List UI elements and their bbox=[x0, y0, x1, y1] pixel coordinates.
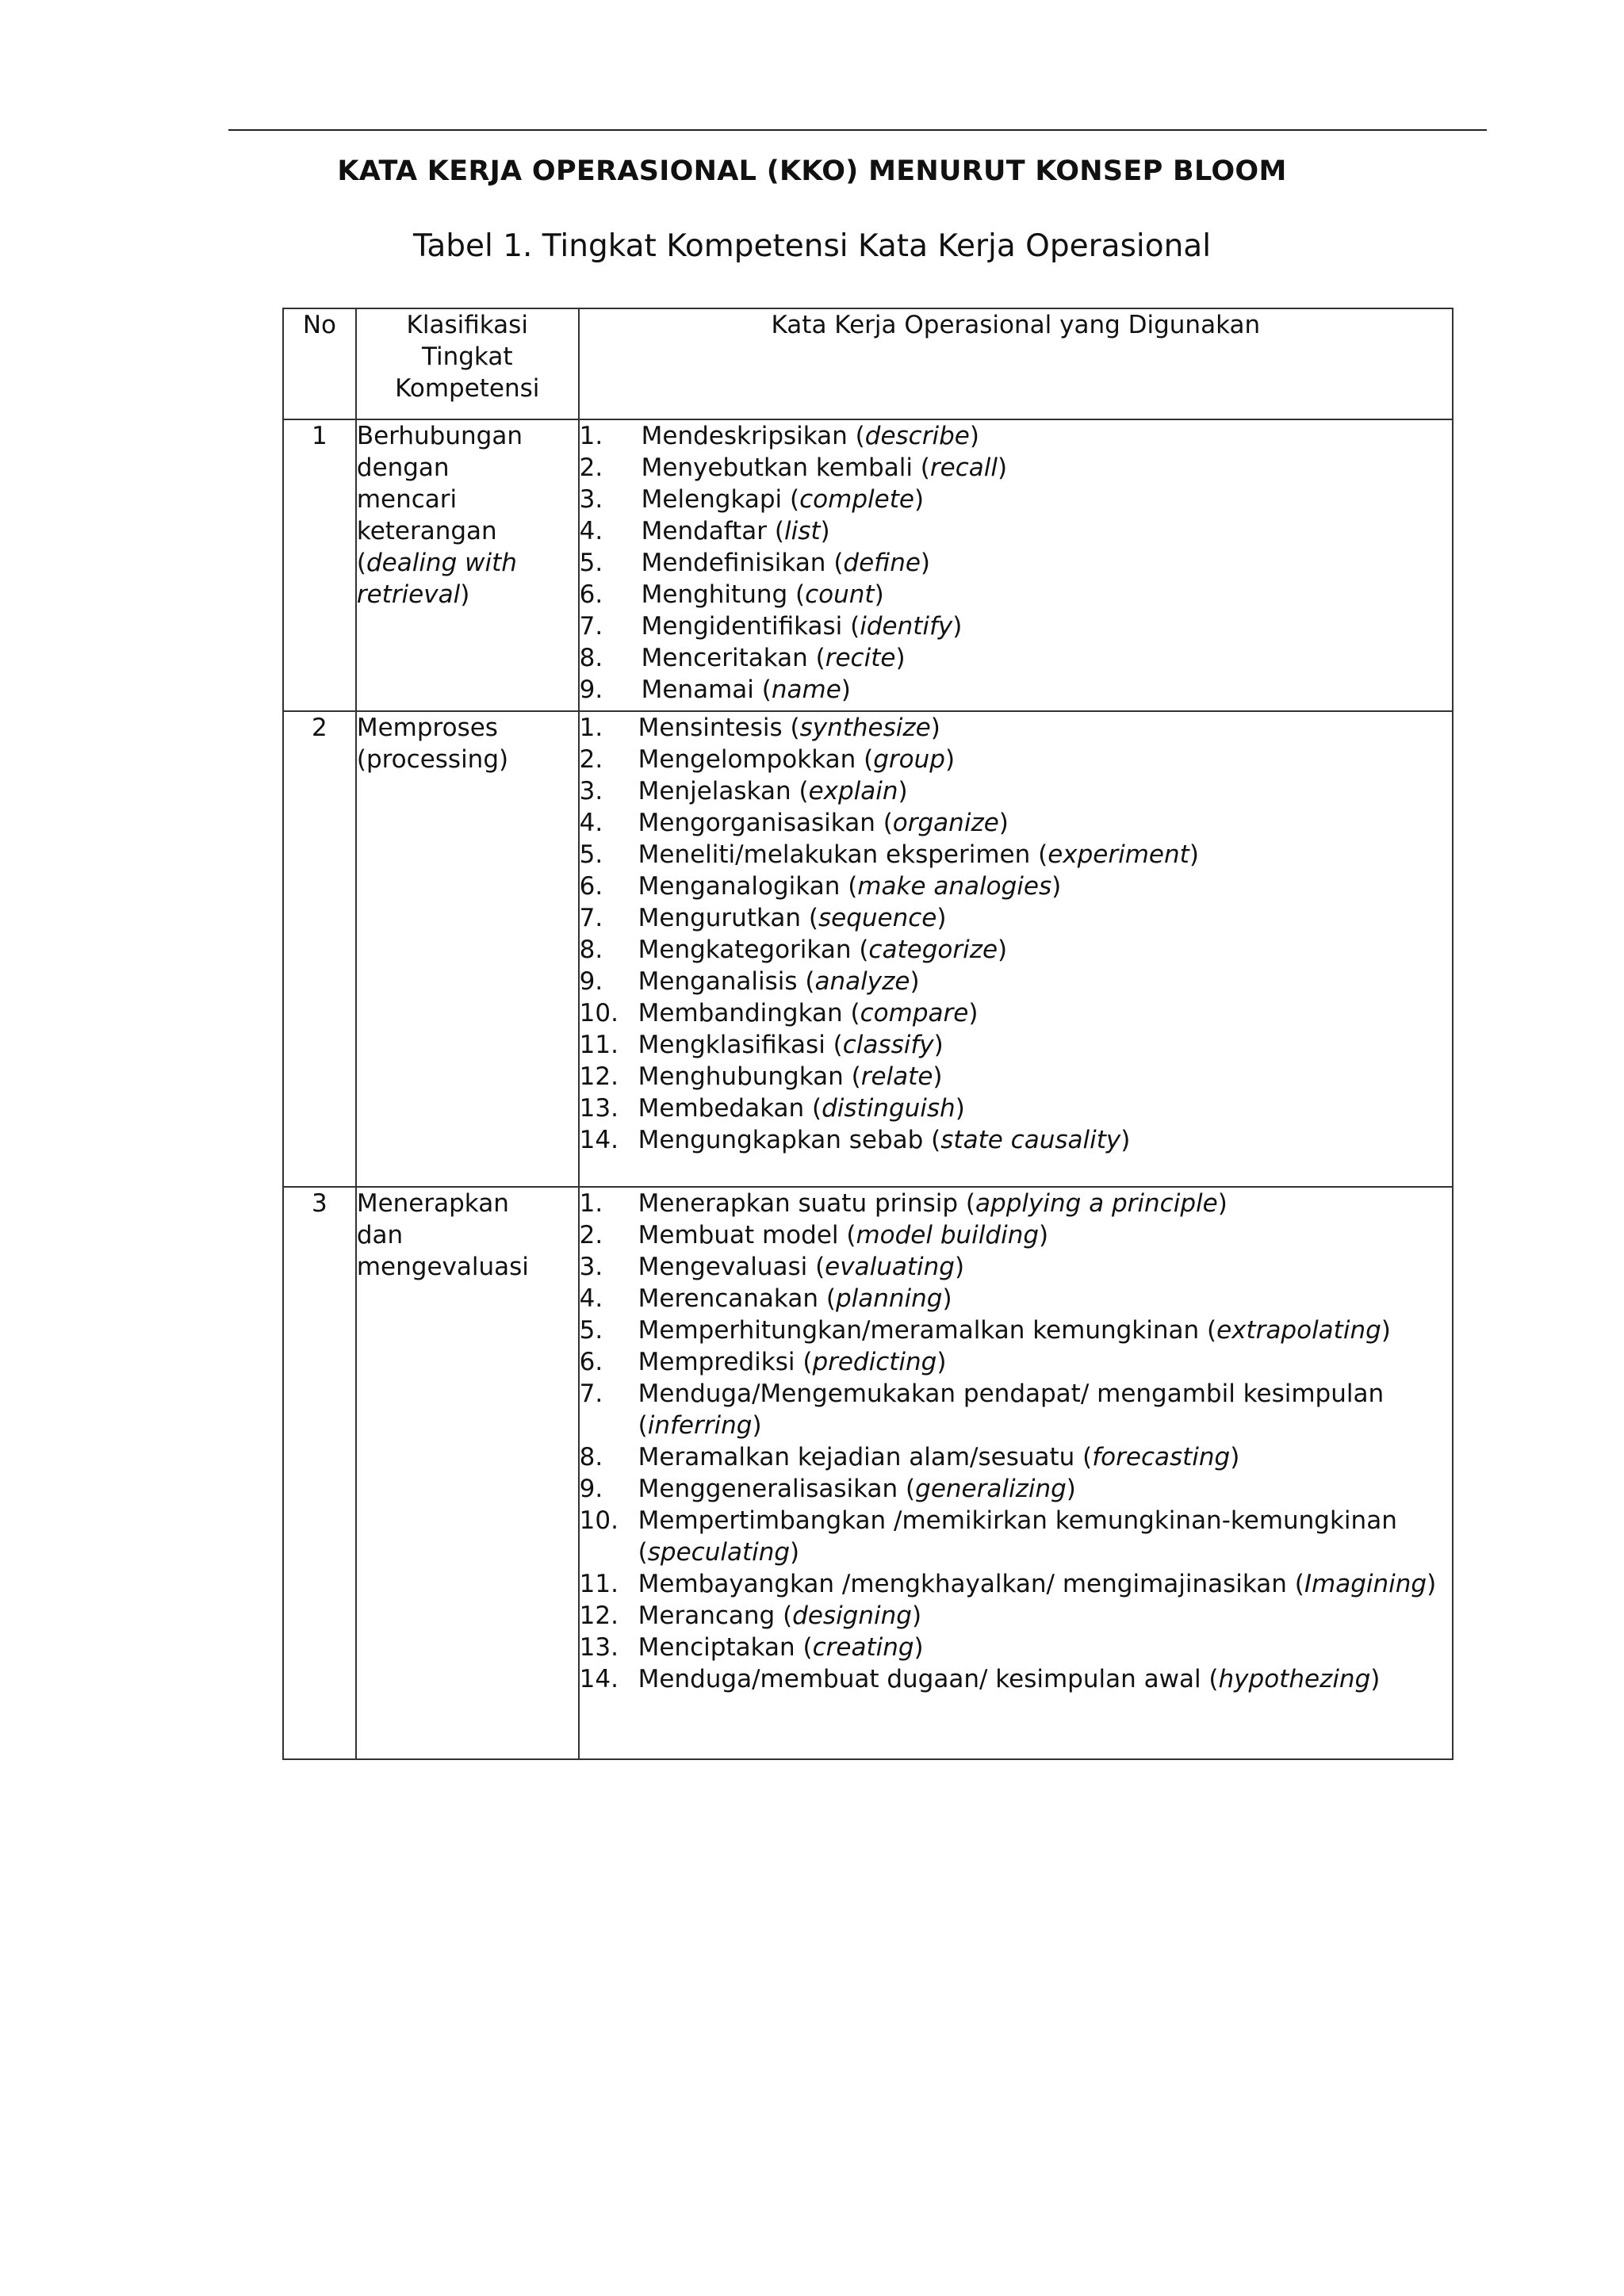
item-text bbox=[638, 1600, 1452, 1632]
classification-line bbox=[357, 1251, 578, 1283]
verb-english: applying a principle bbox=[975, 1189, 1218, 1218]
item-number: 2. bbox=[579, 745, 603, 774]
list-item bbox=[580, 515, 1452, 547]
item-text bbox=[638, 1378, 1452, 1441]
verb-close-paren: ) bbox=[942, 1284, 952, 1313]
verb-indonesian: Mensintesis ( bbox=[638, 714, 800, 742]
verb-indonesian: Mengkategorikan ( bbox=[638, 936, 869, 964]
verb-close-paren: ) bbox=[898, 777, 908, 806]
item-text bbox=[638, 1188, 1452, 1219]
verb-close-paren: ) bbox=[1066, 1475, 1076, 1503]
item-number: 7. bbox=[579, 1380, 603, 1408]
item-number: 3. bbox=[579, 777, 603, 806]
list-item bbox=[580, 484, 1452, 515]
verb-indonesian: Menjelaskan ( bbox=[638, 777, 809, 806]
item-number: 14. bbox=[579, 1665, 619, 1693]
item-text bbox=[638, 1314, 1452, 1346]
verb-indonesian: Menganalisis ( bbox=[638, 967, 815, 996]
verb-indonesian: Meneliti/melakukan eksperimen ( bbox=[638, 840, 1048, 869]
item-text bbox=[642, 515, 1452, 547]
list-item bbox=[580, 1568, 1452, 1600]
item-number: 9. bbox=[579, 1475, 603, 1503]
header-klasifikasi-line: Klasifikasi bbox=[406, 311, 528, 339]
verb-close-paren: ) bbox=[1120, 1126, 1131, 1154]
item-text bbox=[642, 452, 1452, 484]
item-text bbox=[638, 997, 1452, 1029]
item-number: 7. bbox=[579, 904, 603, 932]
classification-text: Menerapkan bbox=[356, 1189, 509, 1218]
verb-indonesian: Menggeneralisasikan ( bbox=[638, 1475, 916, 1503]
verb-close-paren: ) bbox=[752, 1411, 762, 1440]
header-klasifikasi-line: Kompetensi bbox=[395, 374, 540, 403]
verb-english: group bbox=[873, 745, 945, 774]
verb-indonesian: Membuat model ( bbox=[638, 1221, 856, 1249]
verb-indonesian: Mengorganisasikan ( bbox=[638, 809, 893, 837]
item-number: 10. bbox=[579, 999, 619, 1027]
verb-english: explain bbox=[808, 777, 898, 806]
row-number: 3 bbox=[283, 1187, 356, 1759]
item-text bbox=[638, 744, 1452, 775]
item-text bbox=[642, 547, 1452, 579]
item-number: 4. bbox=[579, 517, 603, 545]
list-item bbox=[580, 966, 1452, 997]
verb-english: sequence bbox=[818, 904, 937, 932]
item-text bbox=[638, 1568, 1452, 1600]
verb-indonesian: Menduga/Mengemukakan pendapat/ mengambil kesimpulan ( bbox=[638, 1380, 1385, 1440]
verb-indonesian: Menduga/membuat dugaan/ kesimpulan awal ( bbox=[638, 1665, 1219, 1693]
item-text bbox=[642, 610, 1452, 642]
header-no: No bbox=[283, 308, 356, 419]
verb-close-paren: ) bbox=[1370, 1665, 1381, 1693]
item-number: 8. bbox=[579, 936, 603, 964]
list-item bbox=[580, 1124, 1452, 1156]
item-number: 3. bbox=[579, 485, 603, 514]
list-item bbox=[580, 744, 1452, 775]
verb-close-paren: ) bbox=[968, 999, 979, 1027]
header-klasifikasi-line: Tingkat bbox=[422, 342, 513, 371]
item-text bbox=[638, 1283, 1452, 1314]
verb-english: experiment bbox=[1048, 840, 1189, 869]
list-item bbox=[580, 1663, 1452, 1695]
verb-close-paren: ) bbox=[820, 517, 830, 545]
verb-indonesian: Merancang ( bbox=[638, 1601, 793, 1630]
item-number: 12. bbox=[579, 1062, 619, 1091]
item-text bbox=[642, 674, 1452, 706]
item-text bbox=[642, 579, 1452, 610]
verb-english: Imagining bbox=[1304, 1570, 1427, 1598]
verb-english: creating bbox=[812, 1633, 914, 1662]
verb-indonesian: Membandingkan ( bbox=[638, 999, 860, 1027]
verb-close-paren: ) bbox=[874, 580, 884, 609]
list-item bbox=[580, 1219, 1452, 1251]
list-item bbox=[580, 642, 1452, 674]
verb-close-paren: ) bbox=[955, 1094, 965, 1123]
verb-close-paren: ) bbox=[998, 936, 1008, 964]
item-text bbox=[642, 642, 1452, 674]
verb-close-paren: ) bbox=[910, 967, 920, 996]
item-number: 9. bbox=[579, 967, 603, 996]
verb-indonesian: Menceritakan ( bbox=[641, 644, 825, 672]
classification-line bbox=[357, 579, 578, 610]
table-caption: Tabel 1. Tingkat Kompetensi Kata Kerja Operasional bbox=[412, 228, 1212, 264]
operational-verb-list bbox=[579, 711, 1453, 1187]
verb-english: state causality bbox=[940, 1126, 1121, 1154]
item-number: 3. bbox=[579, 1253, 603, 1281]
table-body bbox=[283, 419, 1453, 1759]
verb-close-paren: ) bbox=[933, 1062, 943, 1091]
classification-text: dengan bbox=[356, 453, 450, 482]
classification-english-term: retrieval bbox=[356, 580, 461, 609]
verb-close-paren: ) bbox=[914, 1633, 924, 1662]
verb-english: hypothezing bbox=[1218, 1665, 1371, 1693]
item-text bbox=[638, 934, 1452, 966]
list-item bbox=[580, 807, 1452, 839]
item-number: 11. bbox=[579, 1570, 619, 1598]
list-item bbox=[580, 1314, 1452, 1346]
item-text bbox=[638, 1219, 1452, 1251]
verb-english: classify bbox=[842, 1031, 934, 1059]
classification-text: Memproses bbox=[356, 714, 498, 742]
verb-indonesian: Mengurutkan ( bbox=[638, 904, 818, 932]
list-item bbox=[580, 1029, 1452, 1061]
table-row bbox=[283, 1187, 1453, 1759]
classification-line bbox=[357, 420, 578, 452]
verb-indonesian: Melengkapi ( bbox=[641, 485, 800, 514]
item-text bbox=[638, 871, 1452, 902]
list-item bbox=[580, 775, 1452, 807]
verb-close-paren: ) bbox=[936, 904, 947, 932]
verb-english: list bbox=[784, 517, 821, 545]
list-item bbox=[580, 1441, 1452, 1473]
verb-indonesian: Memperhitungkan/meramalkan kemungkinan ( bbox=[638, 1316, 1217, 1345]
competency-classification bbox=[356, 711, 579, 1187]
item-text bbox=[642, 420, 1452, 452]
item-number: 8. bbox=[579, 644, 603, 672]
verb-indonesian: Merencanakan ( bbox=[638, 1284, 836, 1313]
classification-text: dan bbox=[356, 1221, 404, 1249]
verb-english: inferring bbox=[647, 1411, 753, 1440]
classification-line bbox=[357, 1188, 578, 1219]
list-item bbox=[580, 1378, 1452, 1441]
item-text bbox=[638, 1124, 1452, 1156]
classification-text: (processing) bbox=[356, 745, 509, 774]
item-text bbox=[638, 1473, 1452, 1505]
verb-english: forecasting bbox=[1092, 1443, 1231, 1471]
competency-classification bbox=[356, 419, 579, 711]
item-text bbox=[638, 807, 1452, 839]
verb-english: define bbox=[843, 549, 921, 577]
list-item bbox=[580, 997, 1452, 1029]
verb-indonesian: Membedakan ( bbox=[638, 1094, 822, 1123]
verb-english: model building bbox=[856, 1221, 1040, 1249]
verb-indonesian: Mendeskripsikan ( bbox=[641, 422, 865, 450]
verb-english: compare bbox=[860, 999, 969, 1027]
item-number: 13. bbox=[579, 1633, 619, 1662]
list-item bbox=[580, 934, 1452, 966]
verb-indonesian: Menyebutkan kembali ( bbox=[641, 453, 930, 482]
verb-english: identify bbox=[860, 612, 953, 641]
item-number: 4. bbox=[579, 1284, 603, 1313]
verb-english: generalizing bbox=[915, 1475, 1067, 1503]
item-number: 9. bbox=[579, 675, 603, 704]
item-number: 6. bbox=[579, 580, 603, 609]
verb-close-paren: ) bbox=[969, 422, 979, 450]
verb-indonesian: Mengklasifikasi ( bbox=[638, 1031, 843, 1059]
classification-text: mencari bbox=[356, 485, 458, 514]
verb-indonesian: Menciptakan ( bbox=[638, 1633, 813, 1662]
verb-english: speculating bbox=[647, 1538, 791, 1567]
item-text bbox=[638, 1663, 1452, 1695]
item-number: 5. bbox=[579, 1316, 603, 1345]
item-text bbox=[638, 1346, 1452, 1378]
list-item bbox=[580, 1600, 1452, 1632]
classification-line bbox=[357, 452, 578, 484]
list-item bbox=[580, 712, 1452, 744]
item-text bbox=[638, 775, 1452, 807]
verb-indonesian: Mengungkapkan sebab ( bbox=[638, 1126, 941, 1154]
verb-close-paren: ) bbox=[1427, 1570, 1437, 1598]
item-text bbox=[638, 1441, 1452, 1473]
verb-close-paren: ) bbox=[952, 612, 963, 641]
verb-english: organize bbox=[892, 809, 999, 837]
verb-english: planning bbox=[835, 1284, 943, 1313]
verb-english: extrapolating bbox=[1216, 1316, 1381, 1345]
item-number: 2. bbox=[579, 453, 603, 482]
item-text bbox=[638, 902, 1452, 934]
item-number: 11. bbox=[579, 1031, 619, 1059]
verb-english: recite bbox=[825, 644, 896, 672]
verb-close-paren: ) bbox=[920, 549, 931, 577]
item-number: 2. bbox=[579, 1221, 603, 1249]
table-header-row bbox=[283, 308, 1453, 419]
classification-text: ) bbox=[460, 580, 470, 609]
item-text bbox=[638, 712, 1452, 744]
verb-english: evaluating bbox=[825, 1253, 955, 1281]
verb-indonesian: Menghitung ( bbox=[641, 580, 806, 609]
item-text bbox=[642, 484, 1452, 515]
classification-line bbox=[357, 744, 578, 775]
competency-classification bbox=[356, 1187, 579, 1759]
item-text bbox=[638, 1061, 1452, 1093]
classification-line bbox=[357, 515, 578, 547]
verb-english: relate bbox=[860, 1062, 933, 1091]
verb-close-paren: ) bbox=[954, 1253, 965, 1281]
item-text bbox=[638, 1093, 1452, 1124]
item-text bbox=[638, 839, 1452, 871]
verb-indonesian: Memprediksi ( bbox=[638, 1348, 813, 1376]
verb-close-paren: ) bbox=[998, 809, 1009, 837]
header-kko: Kata Kerja Operasional yang Digunakan bbox=[579, 308, 1453, 419]
verb-close-paren: ) bbox=[1217, 1189, 1228, 1218]
item-text bbox=[638, 1251, 1452, 1283]
classification-line bbox=[357, 484, 578, 515]
classification-line bbox=[357, 1219, 578, 1251]
item-text bbox=[638, 1029, 1452, 1061]
item-number: 1. bbox=[579, 1189, 603, 1218]
header-klasifikasi bbox=[356, 308, 579, 419]
item-number: 6. bbox=[579, 1348, 603, 1376]
verb-close-paren: ) bbox=[936, 1348, 947, 1376]
verb-close-paren: ) bbox=[930, 714, 940, 742]
verb-english: distinguish bbox=[822, 1094, 956, 1123]
verb-english: complete bbox=[799, 485, 914, 514]
kko-table bbox=[282, 308, 1454, 1760]
verb-close-paren: ) bbox=[914, 485, 925, 514]
verb-indonesian: Menganalogikan ( bbox=[638, 872, 858, 901]
list-item bbox=[580, 674, 1452, 706]
verb-close-paren: ) bbox=[1051, 872, 1062, 901]
row-number: 2 bbox=[283, 711, 356, 1187]
operational-verb-list bbox=[579, 419, 1453, 711]
list-item bbox=[580, 839, 1452, 871]
list-item bbox=[580, 871, 1452, 902]
list-item bbox=[580, 1093, 1452, 1124]
verb-english: make analogies bbox=[857, 872, 1052, 901]
item-number: 4. bbox=[579, 809, 603, 837]
verb-indonesian: Menerapkan suatu prinsip ( bbox=[638, 1189, 976, 1218]
verb-english: synthesize bbox=[799, 714, 931, 742]
verb-close-paren: ) bbox=[911, 1601, 922, 1630]
verb-close-paren: ) bbox=[841, 675, 851, 704]
operational-verb-list bbox=[579, 1187, 1453, 1759]
list-item bbox=[580, 1061, 1452, 1093]
verb-indonesian: Mengelompokkan ( bbox=[638, 745, 874, 774]
item-text bbox=[638, 1632, 1452, 1663]
item-text bbox=[638, 966, 1452, 997]
verb-indonesian: Mendaftar ( bbox=[641, 517, 784, 545]
list-item bbox=[580, 610, 1452, 642]
item-number: 5. bbox=[579, 840, 603, 869]
item-number: 8. bbox=[579, 1443, 603, 1471]
classification-text: mengevaluasi bbox=[356, 1253, 529, 1281]
list-item bbox=[580, 1632, 1452, 1663]
verb-close-paren: ) bbox=[944, 745, 956, 774]
item-number: 1. bbox=[579, 422, 603, 450]
verb-indonesian: Mengidentifikasi ( bbox=[641, 612, 860, 641]
document-title: KATA KERJA OPERASIONAL (KKO) MENURUT KONSEP BLOOM bbox=[337, 155, 1287, 187]
classification-line bbox=[357, 547, 578, 579]
verb-english: describe bbox=[864, 422, 970, 450]
item-number: 14. bbox=[579, 1126, 619, 1154]
item-number: 5. bbox=[579, 549, 603, 577]
row-number: 1 bbox=[283, 419, 356, 711]
verb-close-paren: ) bbox=[1189, 840, 1199, 869]
item-number: 10. bbox=[579, 1506, 619, 1535]
verb-indonesian: Menghubungkan ( bbox=[638, 1062, 861, 1091]
verb-indonesian: Menamai ( bbox=[641, 675, 772, 704]
verb-close-paren: ) bbox=[1381, 1316, 1391, 1345]
verb-english: categorize bbox=[868, 936, 998, 964]
list-item bbox=[580, 1283, 1452, 1314]
list-item bbox=[580, 1251, 1452, 1283]
classification-text: keterangan bbox=[356, 517, 497, 545]
item-number: 12. bbox=[579, 1601, 619, 1630]
verb-close-paren: ) bbox=[933, 1031, 944, 1059]
verb-indonesian: Mempertimbangkan /memikirkan kemungkinan-kemungkinan ( bbox=[638, 1506, 1397, 1567]
list-item bbox=[580, 1188, 1452, 1219]
top-rule bbox=[228, 129, 1487, 131]
verb-indonesian: Mendefinisikan ( bbox=[641, 549, 844, 577]
list-item bbox=[580, 1346, 1452, 1378]
table-row bbox=[283, 711, 1453, 1187]
item-number: 13. bbox=[579, 1094, 619, 1123]
classification-text: Berhubungan bbox=[356, 422, 523, 450]
table-row bbox=[283, 419, 1453, 711]
verb-close-paren: ) bbox=[997, 453, 1008, 482]
item-number: 6. bbox=[579, 872, 603, 901]
list-item bbox=[580, 902, 1452, 934]
verb-close-paren: ) bbox=[895, 644, 906, 672]
list-item bbox=[580, 1473, 1452, 1505]
verb-close-paren: ) bbox=[1039, 1221, 1049, 1249]
classification-text: ( bbox=[356, 549, 366, 577]
item-number: 1. bbox=[579, 714, 603, 742]
list-item bbox=[580, 547, 1452, 579]
classification-line bbox=[357, 712, 578, 744]
verb-english: predicting bbox=[812, 1348, 937, 1376]
list-item bbox=[580, 452, 1452, 484]
verb-english: count bbox=[805, 580, 875, 609]
list-item bbox=[580, 579, 1452, 610]
item-text bbox=[638, 1505, 1452, 1568]
verb-indonesian: Meramalkan kejadian alam/sesuatu ( bbox=[638, 1443, 1093, 1471]
verb-close-paren: ) bbox=[1230, 1443, 1240, 1471]
verb-english: name bbox=[771, 675, 841, 704]
list-item bbox=[580, 1505, 1452, 1568]
verb-english: recall bbox=[929, 453, 998, 482]
item-number: 7. bbox=[579, 612, 603, 641]
verb-indonesian: Mengevaluasi ( bbox=[638, 1253, 825, 1281]
list-item bbox=[580, 420, 1452, 452]
verb-english: designing bbox=[792, 1601, 912, 1630]
verb-indonesian: Membayangkan /mengkhayalkan/ mengimajinasikan ( bbox=[638, 1570, 1304, 1598]
verb-close-paren: ) bbox=[790, 1538, 800, 1567]
classification-english-term: dealing with bbox=[366, 549, 517, 577]
verb-english: analyze bbox=[814, 967, 910, 996]
